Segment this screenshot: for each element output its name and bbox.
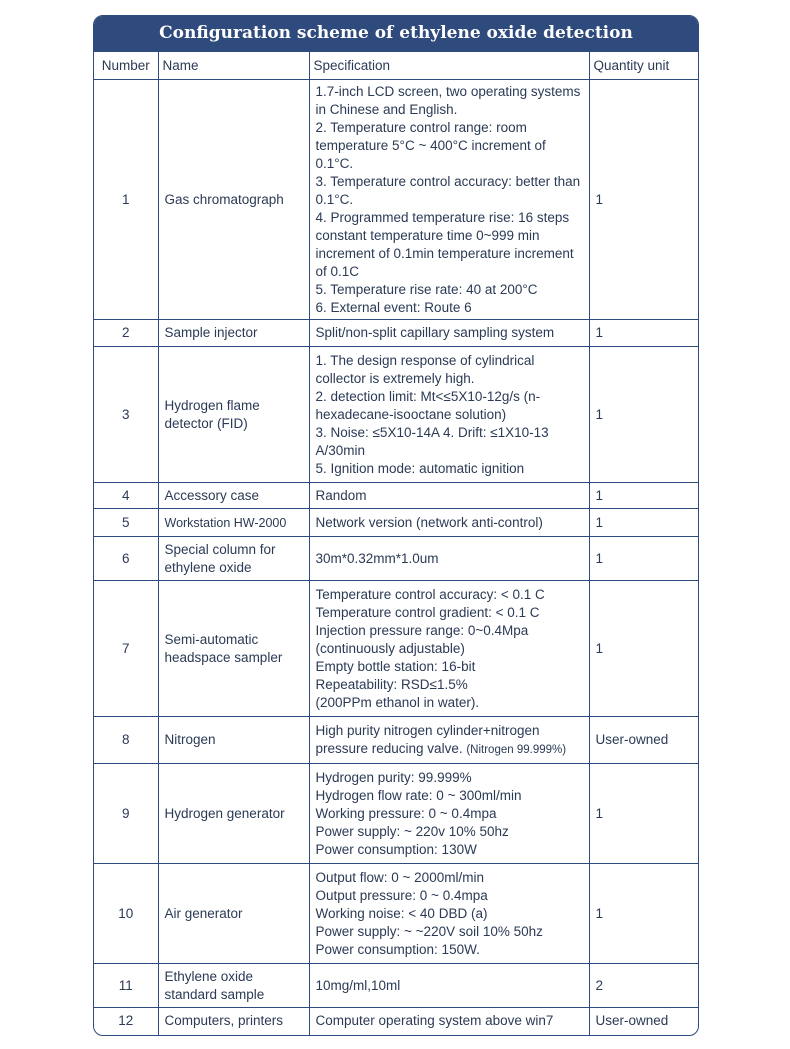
header-specification: Specification — [309, 52, 589, 80]
spec-line: Split/non-split capillary sampling system — [315, 325, 555, 340]
table-row — [94, 717, 698, 764]
row-spec — [309, 509, 589, 537]
row-quantity: 1 — [589, 483, 698, 509]
row-name: Hydrogen generator — [158, 764, 309, 864]
row-name: Air generator — [158, 864, 309, 964]
header-name: Name — [158, 52, 309, 80]
config-table-card — [93, 15, 699, 1036]
table-row — [94, 509, 698, 537]
row-number: 6 — [94, 537, 158, 581]
spec-line: Temperature control accuracy: < 0.1 C — [315, 586, 545, 602]
table-row — [94, 1008, 698, 1035]
row-name: Ethylene oxide standard sample — [158, 964, 309, 1008]
table-row — [94, 483, 698, 509]
spec-note: (Nitrogen 99.999%) — [466, 743, 567, 756]
spec-line: Power consumption: 150W. — [315, 941, 480, 957]
row-name: Computers, printers — [158, 1008, 309, 1035]
row-quantity: User-owned — [589, 717, 698, 764]
row-number: 8 — [94, 717, 158, 764]
spec-line: 2. detection limit: Mt<≤5X10-12g/s (n-hexadecane-isooctane solution) — [315, 388, 541, 422]
row-number: 5 — [94, 509, 158, 537]
row-number: 4 — [94, 483, 158, 509]
spec-line: Output flow: 0 ~ 2000ml/min — [315, 869, 484, 885]
row-quantity: 1 — [589, 320, 698, 347]
spec-line: Power supply: ~ ~220V soil 10% 50hz — [315, 923, 543, 939]
spec-line: 4. Programmed temperature rise: 16 steps constant temperature time 0~999 min increment of 0.1min temperature increment of 0.1C — [315, 209, 574, 279]
spec-line: 10mg/ml,10ml — [315, 977, 401, 993]
row-quantity: 1 — [589, 509, 698, 537]
spec-line: Power supply: ~ 220v 10% 50hz — [315, 823, 509, 839]
table-row — [94, 581, 698, 717]
row-name: Hydrogen flame detector (FID) — [158, 347, 309, 483]
row-quantity: 1 — [589, 864, 698, 964]
spec-line: Output pressure: 0 ~ 0.4mpa — [315, 887, 488, 903]
row-spec — [309, 717, 589, 764]
spec-line: 6. External event: Route 6 — [315, 299, 472, 315]
spec-line: Computer operating system above win7 — [315, 1013, 554, 1029]
row-name: Accessory case — [158, 483, 309, 509]
table-row — [94, 864, 698, 964]
row-spec — [309, 347, 589, 483]
row-spec — [309, 964, 589, 1008]
table-title: Configuration scheme of ethylene oxide detection — [94, 16, 698, 51]
row-spec — [309, 320, 589, 347]
table-row — [94, 964, 698, 1008]
row-quantity: 1 — [589, 80, 698, 320]
row-spec — [309, 764, 589, 864]
row-quantity: 1 — [589, 537, 698, 581]
row-spec — [309, 581, 589, 717]
table-row — [94, 764, 698, 864]
spec-line: Network version (network anti-control) — [315, 514, 543, 530]
row-name: Semi-automatic headspace sampler — [158, 581, 309, 717]
row-name: Gas chromatograph — [158, 80, 309, 320]
table-row — [94, 80, 698, 320]
row-name: Special column for ethylene oxide — [158, 537, 309, 581]
header-number: Number — [94, 52, 158, 80]
row-number: 9 — [94, 764, 158, 864]
spec-line: Injection pressure range: 0~0.4Mpa (continuously adjustable) — [315, 622, 529, 656]
header-quantity: Quantity unit — [589, 52, 698, 80]
spec-main: High purity nitrogen cylinder+nitrogen pressure reducing valve. — [315, 722, 540, 756]
spec-line: Empty bottle station: 16-bit — [315, 658, 476, 674]
row-quantity: User-owned — [589, 1008, 698, 1035]
spec-line: Power consumption: 130W — [315, 841, 477, 857]
row-spec — [309, 483, 589, 509]
spec-line: 2. Temperature control range: room temperature 5°C ~ 400°C increment of 0.1°C. — [315, 119, 546, 171]
row-number: 3 — [94, 347, 158, 483]
row-number: 7 — [94, 581, 158, 717]
row-number: 10 — [94, 864, 158, 964]
spec-line: 1.7-inch LCD screen, two operating systems in Chinese and English. — [315, 83, 581, 117]
spec-line: Working noise: < 40 DBD (a) — [315, 905, 488, 921]
row-spec — [309, 864, 589, 964]
spec-line: (200PPm ethanol in water). — [315, 694, 480, 710]
row-spec — [309, 1008, 589, 1035]
table-row — [94, 537, 698, 581]
spec-line: Hydrogen flow rate: 0 ~ 300ml/min — [315, 787, 522, 803]
row-name: Workstation HW-2000 — [158, 509, 309, 537]
spec-line: Hydrogen purity: 99.999% — [315, 769, 472, 785]
row-name: Nitrogen — [158, 717, 309, 764]
row-spec — [309, 537, 589, 581]
spec-line: Working pressure: 0 ~ 0.4mpa — [315, 805, 497, 821]
table-row — [94, 320, 698, 347]
row-spec — [309, 80, 589, 320]
spec-line: Random — [315, 487, 367, 503]
spec-line: 3. Temperature control accuracy: better than 0.1°C. — [315, 173, 581, 207]
spec-line: Temperature control gradient: < 0.1 C — [315, 604, 540, 620]
spec-line: 5. Temperature rise rate: 40 at 200°C — [315, 281, 538, 297]
config-table — [94, 51, 698, 1035]
row-number: 1 — [94, 80, 158, 320]
spec-line: 5. Ignition mode: automatic ignition — [315, 460, 525, 476]
row-number: 2 — [94, 320, 158, 347]
table-row — [94, 347, 698, 483]
row-name: Sample injector — [158, 320, 309, 347]
spec-line: 3. Noise: ≤5X10-14A 4. Drift: ≤1X10-13 A/30min — [315, 424, 549, 458]
row-quantity: 1 — [589, 581, 698, 717]
row-number: 12 — [94, 1008, 158, 1035]
header-row — [94, 52, 698, 80]
row-quantity: 1 — [589, 347, 698, 483]
spec-line: Repeatability: RSD≤1.5% — [315, 676, 468, 692]
spec-line: 30m*0.32mm*1.0um — [315, 550, 439, 566]
row-number: 11 — [94, 964, 158, 1008]
spec-line: 1. The design response of cylindrical collector is extremely high. — [315, 352, 535, 386]
row-quantity: 1 — [589, 764, 698, 864]
row-quantity: 2 — [589, 964, 698, 1008]
